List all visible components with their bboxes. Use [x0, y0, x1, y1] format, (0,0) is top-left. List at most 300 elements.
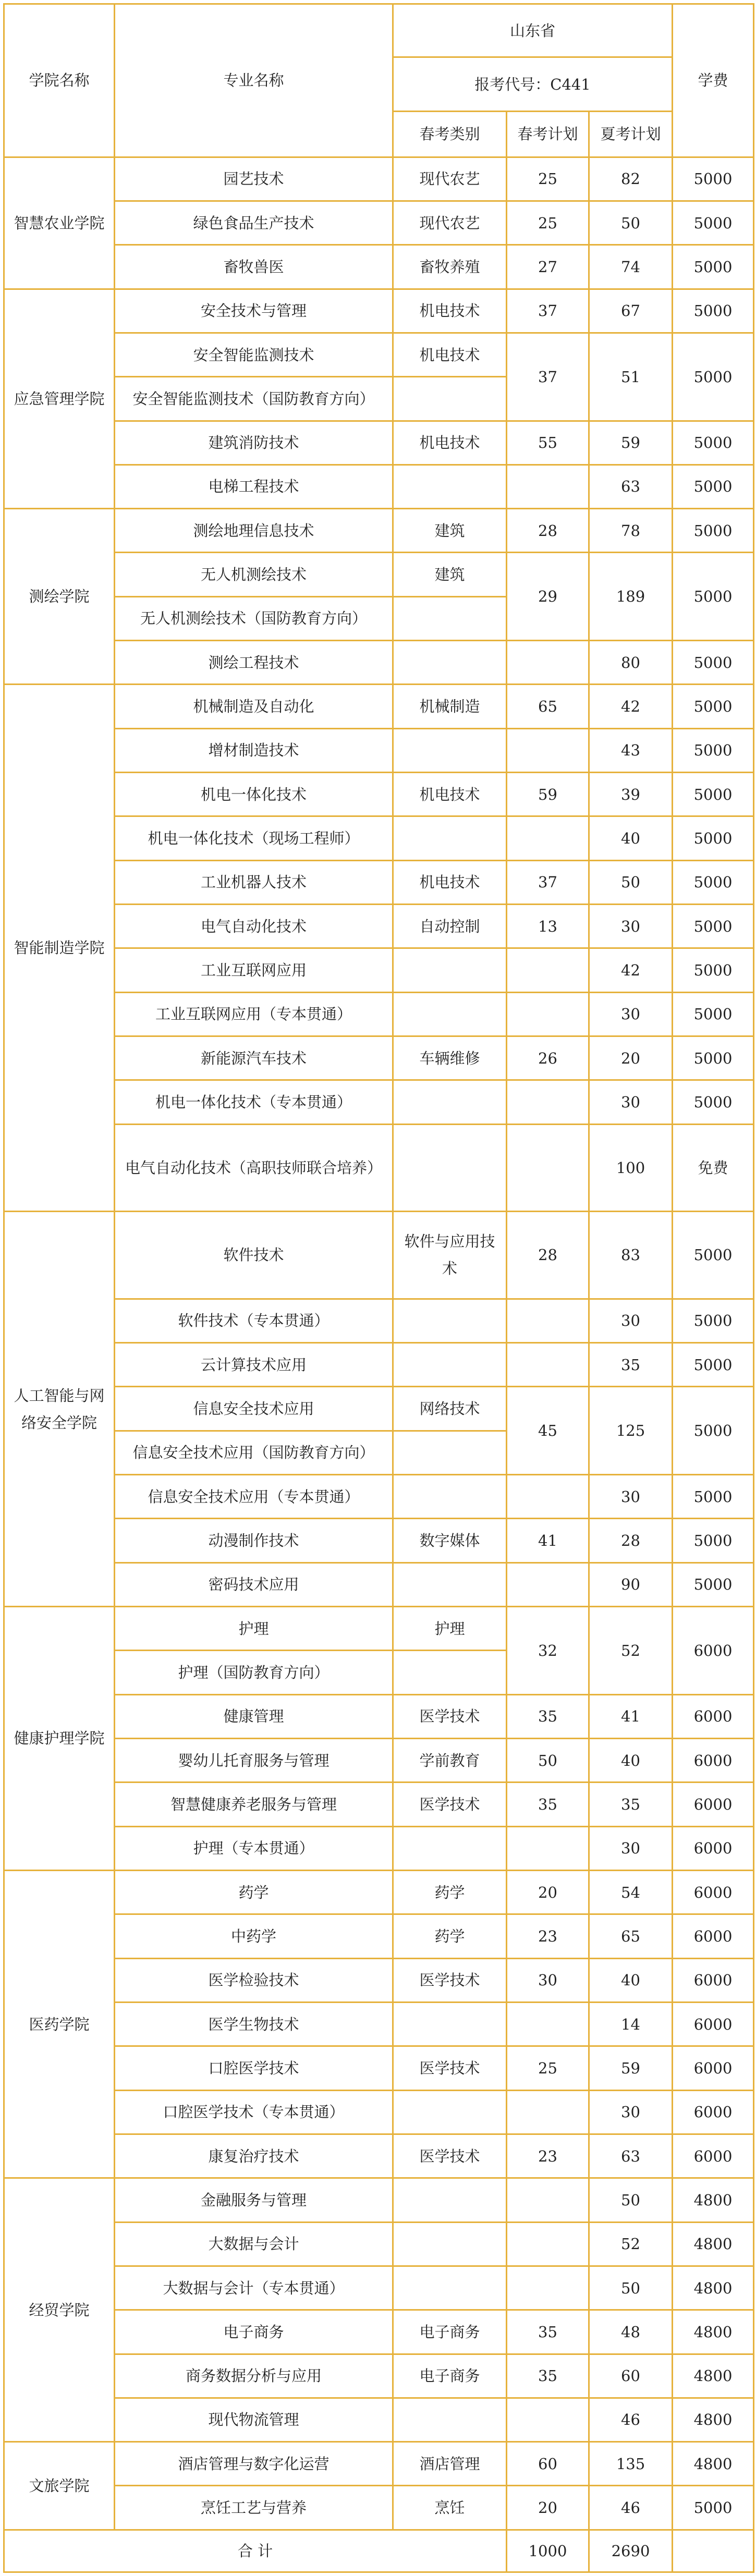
spring-plan — [507, 1124, 589, 1211]
table-row — [4, 1299, 754, 1342]
major-name: 无人机测绘技术（国防教育方向） — [115, 596, 393, 640]
tuition-fee: 6000 — [673, 1914, 754, 1958]
table-row — [4, 1870, 754, 1914]
summer-plan: 40 — [589, 1738, 673, 1782]
spring-plan: 59 — [507, 773, 589, 816]
major-name: 建筑消防技术 — [115, 421, 393, 465]
tuition-fee: 5000 — [673, 773, 754, 816]
table-row — [4, 157, 754, 201]
summer-plan: 41 — [589, 1694, 673, 1738]
spring-category: 数字媒体 — [393, 1519, 507, 1562]
spring-category: 护理 — [393, 1606, 507, 1650]
table-row — [4, 2310, 754, 2354]
table-row — [4, 2354, 754, 2398]
summer-plan: 52 — [589, 2222, 673, 2266]
tuition-fee: 6000 — [673, 1694, 754, 1738]
major-name: 电子商务 — [115, 2310, 393, 2354]
spring-category — [393, 2222, 507, 2266]
spring-plan: 65 — [507, 685, 589, 728]
spring-plan: 23 — [507, 2134, 589, 2178]
tuition-fee: 4800 — [673, 2178, 754, 2222]
spring-category: 自动控制 — [393, 905, 507, 948]
tuition-fee: 4800 — [673, 2442, 754, 2486]
header-summer-plan: 夏考计划 — [589, 111, 673, 157]
tuition-fee: 6000 — [673, 2090, 754, 2134]
summer-plan: 50 — [589, 201, 673, 245]
admission-plan-table — [3, 3, 754, 2573]
major-name: 动漫制作技术 — [115, 1519, 393, 1562]
spring-plan: 25 — [507, 201, 589, 245]
spring-category — [393, 1651, 507, 1694]
summer-plan: 78 — [589, 509, 673, 553]
major-name: 信息安全技术应用（专本贯通） — [115, 1474, 393, 1518]
tuition-fee: 5000 — [673, 816, 754, 860]
tuition-fee: 5000 — [673, 992, 754, 1036]
spring-category — [393, 1342, 507, 1386]
tuition-fee: 5000 — [673, 948, 754, 992]
summer-plan: 52 — [589, 1606, 673, 1694]
spring-category — [393, 465, 507, 508]
table-row — [4, 1738, 754, 1782]
spring-plan: 45 — [507, 1387, 589, 1475]
college-name: 经贸学院 — [4, 2178, 115, 2442]
spring-category — [393, 948, 507, 992]
spring-plan — [507, 728, 589, 772]
total-spring-plan: 1000 — [507, 2530, 589, 2572]
major-name: 酒店管理与数字化运营 — [115, 2442, 393, 2486]
major-name: 电气自动化技术 — [115, 905, 393, 948]
table-row — [4, 948, 754, 992]
spring-plan: 35 — [507, 2354, 589, 2398]
table-row — [4, 992, 754, 1036]
table-row — [4, 2266, 754, 2310]
major-name: 测绘地理信息技术 — [115, 509, 393, 553]
major-name: 金融服务与管理 — [115, 2178, 393, 2222]
table-row — [4, 421, 754, 465]
table-row — [4, 685, 754, 728]
summer-plan: 83 — [589, 1212, 673, 1299]
tuition-fee: 5000 — [673, 1036, 754, 1080]
summer-plan: 90 — [589, 1562, 673, 1606]
spring-plan: 37 — [507, 333, 589, 421]
summer-plan: 20 — [589, 1036, 673, 1080]
summer-plan: 60 — [589, 2354, 673, 2398]
tuition-fee: 5000 — [673, 245, 754, 289]
total-row — [4, 2530, 754, 2572]
summer-plan: 48 — [589, 2310, 673, 2354]
major-name: 口腔医学技术（专本贯通） — [115, 2090, 393, 2134]
spring-plan: 13 — [507, 905, 589, 948]
spring-plan: 37 — [507, 860, 589, 904]
summer-plan: 63 — [589, 465, 673, 508]
major-name: 机电一体化技术（现场工程师） — [115, 816, 393, 860]
tuition-fee: 5000 — [673, 289, 754, 333]
major-name: 信息安全技术应用 — [115, 1387, 393, 1431]
tuition-fee: 5000 — [673, 860, 754, 904]
spring-plan: 50 — [507, 1738, 589, 1782]
spring-category: 现代农艺 — [393, 157, 507, 201]
spring-plan — [507, 1299, 589, 1342]
tuition-fee: 6000 — [673, 1606, 754, 1694]
summer-plan: 42 — [589, 948, 673, 992]
tuition-fee: 4800 — [673, 2266, 754, 2310]
spring-plan: 35 — [507, 2310, 589, 2354]
tuition-fee: 5000 — [673, 1080, 754, 1124]
spring-category — [393, 641, 507, 685]
major-name: 大数据与会计 — [115, 2222, 393, 2266]
table-row — [4, 1519, 754, 1562]
spring-plan: 25 — [507, 2046, 589, 2090]
tuition-fee: 5000 — [673, 1342, 754, 1386]
spring-category: 建筑 — [393, 553, 507, 596]
spring-category: 药学 — [393, 1914, 507, 1958]
major-name: 安全智能监测技术 — [115, 333, 393, 376]
college-name: 智能制造学院 — [4, 685, 115, 1212]
header-category: 春考类别 — [393, 111, 507, 157]
spring-category: 网络技术 — [393, 1387, 507, 1431]
spring-plan — [507, 465, 589, 508]
table-row — [4, 1080, 754, 1124]
summer-plan: 30 — [589, 1826, 673, 1870]
table-row — [4, 2090, 754, 2134]
tuition-fee: 4800 — [673, 2398, 754, 2441]
tuition-fee: 6000 — [673, 1958, 754, 2002]
tuition-fee: 5000 — [673, 1562, 754, 1606]
spring-plan — [507, 2398, 589, 2441]
table-row — [4, 1036, 754, 1080]
summer-plan: 50 — [589, 860, 673, 904]
spring-plan: 30 — [507, 1958, 589, 2002]
table-row — [4, 2486, 754, 2530]
table-row — [4, 2222, 754, 2266]
major-name: 电气自动化技术（高职技师联合培养） — [115, 1124, 393, 1211]
tuition-fee: 6000 — [673, 2134, 754, 2178]
college-name: 智慧农业学院 — [4, 157, 115, 289]
spring-category — [393, 1562, 507, 1606]
summer-plan: 42 — [589, 685, 673, 728]
table-row — [4, 816, 754, 860]
spring-category: 现代农艺 — [393, 201, 507, 245]
major-name: 机电一体化技术 — [115, 773, 393, 816]
major-name: 测绘工程技术 — [115, 641, 393, 685]
tuition-fee: 6000 — [673, 1783, 754, 1826]
total-label: 合 计 — [4, 2530, 507, 2572]
major-name: 工业机器人技术 — [115, 860, 393, 904]
spring-category — [393, 1080, 507, 1124]
summer-plan: 189 — [589, 553, 673, 641]
tuition-fee: 5000 — [673, 157, 754, 201]
major-name: 中药学 — [115, 1914, 393, 1958]
summer-plan: 28 — [589, 1519, 673, 1562]
spring-category — [393, 1124, 507, 1211]
tuition-fee: 5000 — [673, 2486, 754, 2530]
spring-plan: 23 — [507, 1914, 589, 1958]
major-name: 机电一体化技术（专本贯通） — [115, 1080, 393, 1124]
table-row — [4, 201, 754, 245]
table-row — [4, 1474, 754, 1518]
spring-plan — [507, 2178, 589, 2222]
college-name: 测绘学院 — [4, 509, 115, 685]
major-name: 工业互联网应用 — [115, 948, 393, 992]
tuition-fee: 5000 — [673, 553, 754, 641]
major-name: 护理（国防教育方向） — [115, 1651, 393, 1694]
table-row — [4, 289, 754, 333]
spring-category: 机电技术 — [393, 773, 507, 816]
spring-plan — [507, 948, 589, 992]
summer-plan: 100 — [589, 1124, 673, 1211]
summer-plan: 43 — [589, 728, 673, 772]
table-row — [4, 333, 754, 376]
summer-plan: 135 — [589, 2442, 673, 2486]
major-name: 新能源汽车技术 — [115, 1036, 393, 1080]
spring-plan: 32 — [507, 1606, 589, 1694]
spring-category — [393, 2266, 507, 2310]
spring-plan — [507, 2222, 589, 2266]
tuition-fee: 5000 — [673, 1212, 754, 1299]
summer-plan: 63 — [589, 2134, 673, 2178]
table-row — [4, 245, 754, 289]
major-name: 信息安全技术应用（国防教育方向） — [115, 1431, 393, 1474]
table-row — [4, 2046, 754, 2090]
header-major: 专业名称 — [115, 4, 393, 157]
spring-plan: 60 — [507, 2442, 589, 2486]
table-row — [4, 2442, 754, 2486]
table-row — [4, 1124, 754, 1211]
total-summer-plan: 2690 — [589, 2530, 673, 2572]
spring-plan: 28 — [507, 509, 589, 553]
spring-category: 医学技术 — [393, 1694, 507, 1738]
table-row — [4, 509, 754, 553]
spring-plan — [507, 2266, 589, 2310]
major-name: 药学 — [115, 1870, 393, 1914]
spring-plan — [507, 2090, 589, 2134]
spring-category: 医学技术 — [393, 1783, 507, 1826]
major-name: 安全技术与管理 — [115, 289, 393, 333]
spring-category: 烹饪 — [393, 2486, 507, 2530]
spring-category: 医学技术 — [393, 1958, 507, 2002]
tuition-fee: 4800 — [673, 2310, 754, 2354]
spring-category — [393, 377, 507, 421]
table-row — [4, 1342, 754, 1386]
tuition-fee: 6000 — [673, 1870, 754, 1914]
tuition-fee: 5000 — [673, 465, 754, 508]
spring-category: 机械制造 — [393, 685, 507, 728]
summer-plan: 59 — [589, 2046, 673, 2090]
spring-plan — [507, 992, 589, 1036]
spring-plan — [507, 1562, 589, 1606]
header-tuition: 学费 — [673, 4, 754, 157]
summer-plan: 74 — [589, 245, 673, 289]
tuition-fee: 6000 — [673, 1738, 754, 1782]
summer-plan: 65 — [589, 1914, 673, 1958]
summer-plan: 50 — [589, 2266, 673, 2310]
tuition-fee: 4800 — [673, 2222, 754, 2266]
table-row — [4, 641, 754, 685]
total-tuition — [673, 2530, 754, 2572]
summer-plan: 59 — [589, 421, 673, 465]
spring-category — [393, 1299, 507, 1342]
tuition-fee: 6000 — [673, 2046, 754, 2090]
major-name: 婴幼儿托育服务与管理 — [115, 1738, 393, 1782]
spring-plan: 25 — [507, 157, 589, 201]
summer-plan: 40 — [589, 1958, 673, 2002]
table-row — [4, 1783, 754, 1826]
summer-plan: 46 — [589, 2486, 673, 2530]
major-name: 云计算技术应用 — [115, 1342, 393, 1386]
spring-category: 软件与应用技术 — [393, 1212, 507, 1299]
college-name: 人工智能与网络安全学院 — [4, 1212, 115, 1607]
spring-plan: 20 — [507, 1870, 589, 1914]
spring-plan — [507, 1826, 589, 1870]
spring-plan — [507, 1080, 589, 1124]
header-college: 学院名称 — [4, 4, 115, 157]
summer-plan: 30 — [589, 905, 673, 948]
table-body — [4, 4, 754, 2572]
spring-plan: 41 — [507, 1519, 589, 1562]
spring-category — [393, 728, 507, 772]
table-row — [4, 2398, 754, 2441]
spring-category — [393, 816, 507, 860]
major-name: 大数据与会计（专本贯通） — [115, 2266, 393, 2310]
table-row — [4, 2134, 754, 2178]
table-row — [4, 1914, 754, 1958]
tuition-fee: 5000 — [673, 905, 754, 948]
major-name: 密码技术应用 — [115, 1562, 393, 1606]
spring-category: 建筑 — [393, 509, 507, 553]
major-name: 园艺技术 — [115, 157, 393, 201]
table-row — [4, 773, 754, 816]
major-name: 畜牧兽医 — [115, 245, 393, 289]
table-row — [4, 860, 754, 904]
table-row — [4, 728, 754, 772]
tuition-fee: 5000 — [673, 1519, 754, 1562]
summer-plan: 30 — [589, 1080, 673, 1124]
header-province: 山东省 — [393, 4, 673, 57]
summer-plan: 40 — [589, 816, 673, 860]
major-name: 医学生物技术 — [115, 2002, 393, 2046]
table-row — [4, 553, 754, 596]
spring-category — [393, 2178, 507, 2222]
summer-plan: 50 — [589, 2178, 673, 2222]
tuition-fee: 免费 — [673, 1124, 754, 1211]
tuition-fee: 5000 — [673, 421, 754, 465]
spring-category — [393, 1826, 507, 1870]
table-row — [4, 2178, 754, 2222]
table-row — [4, 1606, 754, 1650]
spring-plan: 55 — [507, 421, 589, 465]
spring-category: 机电技术 — [393, 860, 507, 904]
spring-plan: 20 — [507, 2486, 589, 2530]
summer-plan: 67 — [589, 289, 673, 333]
tuition-fee: 5000 — [673, 509, 754, 553]
spring-category: 机电技术 — [393, 289, 507, 333]
spring-plan: 35 — [507, 1694, 589, 1738]
summer-plan: 125 — [589, 1387, 673, 1475]
tuition-fee: 5000 — [673, 201, 754, 245]
major-name: 智慧健康养老服务与管理 — [115, 1783, 393, 1826]
major-name: 康复治疗技术 — [115, 2134, 393, 2178]
spring-category: 学前教育 — [393, 1738, 507, 1782]
summer-plan: 30 — [589, 1299, 673, 1342]
table-row — [4, 1387, 754, 1431]
summer-plan: 30 — [589, 2090, 673, 2134]
spring-plan — [507, 641, 589, 685]
summer-plan: 46 — [589, 2398, 673, 2441]
major-name: 电梯工程技术 — [115, 465, 393, 508]
tuition-fee: 5000 — [673, 1474, 754, 1518]
spring-category: 医学技术 — [393, 2046, 507, 2090]
table-row — [4, 1826, 754, 1870]
tuition-fee: 5000 — [673, 1387, 754, 1475]
spring-plan: 26 — [507, 1036, 589, 1080]
college-name: 健康护理学院 — [4, 1606, 115, 1870]
major-name: 护理 — [115, 1606, 393, 1650]
spring-category: 电子商务 — [393, 2310, 507, 2354]
summer-plan: 35 — [589, 1783, 673, 1826]
spring-plan — [507, 816, 589, 860]
major-name: 护理（专本贯通） — [115, 1826, 393, 1870]
summer-plan: 14 — [589, 2002, 673, 2046]
summer-plan: 54 — [589, 1870, 673, 1914]
tuition-fee: 5000 — [673, 1299, 754, 1342]
table-row — [4, 1562, 754, 1606]
spring-category: 酒店管理 — [393, 2442, 507, 2486]
tuition-fee: 5000 — [673, 728, 754, 772]
spring-category — [393, 596, 507, 640]
table-row — [4, 1958, 754, 2002]
spring-plan — [507, 2002, 589, 2046]
header-row — [4, 4, 754, 57]
major-name: 软件技术（专本贯通） — [115, 1299, 393, 1342]
major-name: 口腔医学技术 — [115, 2046, 393, 2090]
major-name: 增材制造技术 — [115, 728, 393, 772]
table-row — [4, 465, 754, 508]
tuition-fee: 4800 — [673, 2354, 754, 2398]
spring-category: 机电技术 — [393, 421, 507, 465]
major-name: 安全智能监测技术（国防教育方向） — [115, 377, 393, 421]
major-name: 机械制造及自动化 — [115, 685, 393, 728]
college-name: 医药学院 — [4, 1870, 115, 2178]
spring-plan — [507, 1474, 589, 1518]
major-name: 工业互联网应用（专本贯通） — [115, 992, 393, 1036]
spring-category — [393, 2002, 507, 2046]
major-name: 现代物流管理 — [115, 2398, 393, 2441]
spring-plan: 29 — [507, 553, 589, 641]
spring-category: 机电技术 — [393, 333, 507, 376]
summer-plan: 35 — [589, 1342, 673, 1386]
spring-plan: 35 — [507, 1783, 589, 1826]
tuition-fee: 5000 — [673, 641, 754, 685]
spring-plan: 28 — [507, 1212, 589, 1299]
table-row — [4, 1212, 754, 1299]
summer-plan: 80 — [589, 641, 673, 685]
major-name: 烹饪工艺与营养 — [115, 2486, 393, 2530]
spring-category — [393, 992, 507, 1036]
header-exam-code: 报考代号：C441 — [393, 57, 673, 111]
major-name: 商务数据分析与应用 — [115, 2354, 393, 2398]
summer-plan: 39 — [589, 773, 673, 816]
spring-category: 医学技术 — [393, 2134, 507, 2178]
spring-plan — [507, 1342, 589, 1386]
major-name: 绿色食品生产技术 — [115, 201, 393, 245]
spring-category: 药学 — [393, 1870, 507, 1914]
spring-category — [393, 2090, 507, 2134]
tuition-fee: 5000 — [673, 685, 754, 728]
spring-category: 畜牧养殖 — [393, 245, 507, 289]
spring-category — [393, 2398, 507, 2441]
spring-category: 车辆维修 — [393, 1036, 507, 1080]
college-name: 应急管理学院 — [4, 289, 115, 509]
